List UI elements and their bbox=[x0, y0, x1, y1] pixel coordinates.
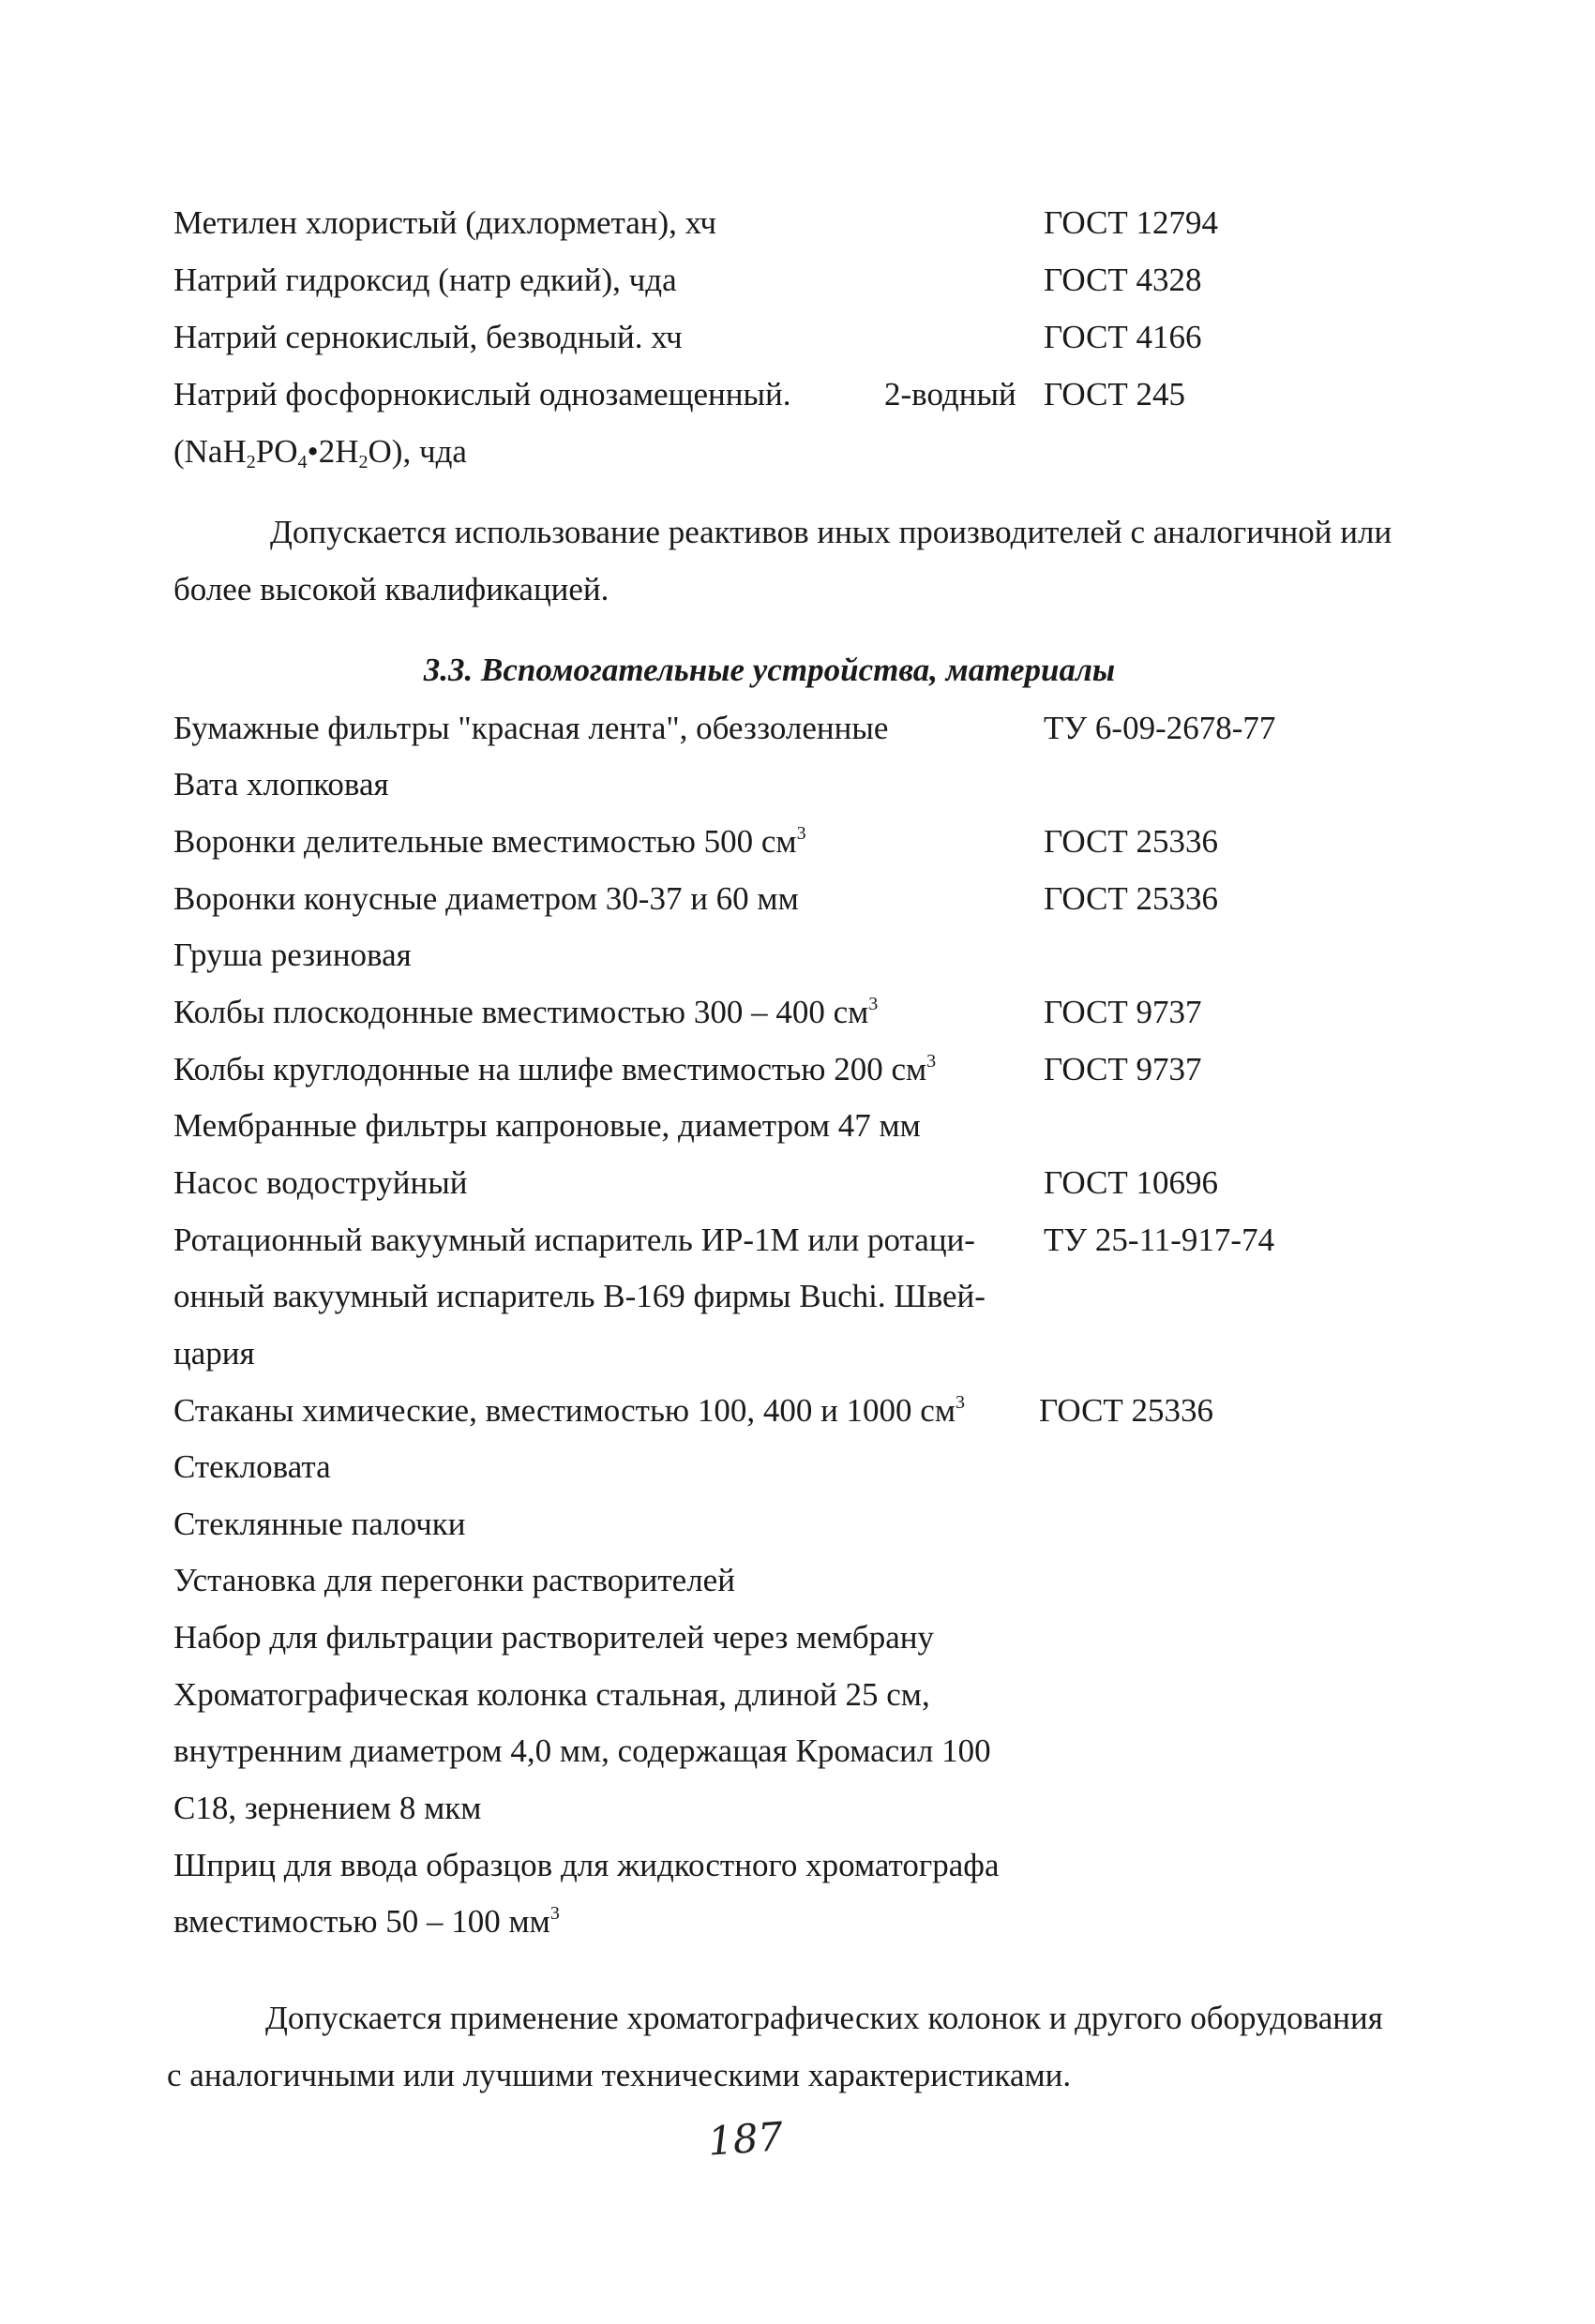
material-name: Вата хлопковая bbox=[173, 766, 389, 802]
syringe-line: Шприц для ввода образцов для жидкостного хроматографа bbox=[173, 1847, 1000, 1883]
reagent-standard: ГОСТ 245 bbox=[1044, 376, 1186, 412]
material-name: Воронки конусные диаметром 30-37 и 60 мм bbox=[173, 880, 799, 917]
reagent-formula: $(NaH_2PO_4•2H_2O)$, чда bbox=[173, 433, 467, 472]
material-standard: ГОСТ 9737 bbox=[1044, 994, 1202, 1030]
evaporator-line: онный вакуумный испаритель В-169 фирмы Buchi. Швей- bbox=[173, 1278, 986, 1314]
material-standard: ГОСТ 25336 bbox=[1044, 880, 1219, 917]
reagent-name: Натрий сернокислый, безводный. хч bbox=[173, 319, 683, 355]
note-paragraph-line: с аналогичными или лучшими техническими характеристиками. bbox=[167, 2057, 1072, 2093]
note-paragraph-line: более высокой квалификацией. bbox=[173, 571, 609, 607]
evaporator-line: Ротационный вакуумный испаритель ИР-1М или ротаци- bbox=[173, 1222, 975, 1258]
material-name: Стаканы химические, вместимостью 100, 400 и 1000 $см^3$ bbox=[173, 1392, 965, 1429]
material-name: Бумажные фильтры "красная лента", обеззоленные bbox=[173, 710, 889, 746]
reagent-standard: ГОСТ 4166 bbox=[1044, 319, 1202, 355]
material-name: Колбы плоскодонные вместимостью 300 – 400 $см^3$ bbox=[173, 994, 879, 1030]
reagent-standard: ГОСТ 4328 bbox=[1044, 262, 1202, 298]
column-line: С18, зернением 8 мкм bbox=[173, 1790, 482, 1826]
note-paragraph-line: Допускается применение хроматографических колонок и другого оборудования bbox=[265, 2000, 1383, 2036]
section-title: 3.3. Вспомогательные устройства, материалы bbox=[423, 652, 1116, 688]
material-standard: ТУ 6-09-2678-77 bbox=[1044, 710, 1276, 746]
column-line: внутренним диаметром 4,0 мм, содержащая Кромасил 100 bbox=[173, 1732, 991, 1769]
material-name: Стекловата bbox=[173, 1448, 331, 1485]
reagent-name: Натрий гидроксид (натр едкий), чда bbox=[173, 262, 677, 298]
material-name: Набор для фильтрации растворителей через мембрану bbox=[173, 1619, 934, 1656]
reagent-standard: ГОСТ 12794 bbox=[1044, 204, 1219, 241]
material-standard: ГОСТ 10696 bbox=[1044, 1164, 1219, 1201]
material-name: Установка для перегонки растворителей bbox=[173, 1562, 735, 1598]
material-name: Мембранные фильтры капроновые, диаметром 47 мм bbox=[173, 1107, 921, 1144]
material-name: Насос водоструйный bbox=[173, 1164, 468, 1201]
syringe-line: вместимостью 50 – 100 $мм^3$ bbox=[173, 1903, 560, 1940]
note-paragraph-line: Допускается использование реактивов иных производителей с аналогичной или bbox=[270, 514, 1392, 550]
material-standard: ГОСТ 25336 bbox=[1044, 823, 1219, 860]
reagent-name-extra: 2-водный bbox=[884, 376, 1016, 412]
evaporator-line: цария bbox=[173, 1335, 255, 1372]
column-line: Хроматографическая колонка стальная, длиной 25 см, bbox=[173, 1676, 930, 1713]
material-standard: ГОСТ 9737 bbox=[1044, 1051, 1202, 1087]
material-standard: ГОСТ 25336 bbox=[1039, 1392, 1214, 1429]
material-name: Колбы круглодонные на шлифе вместимостью 200 $см^3$ bbox=[173, 1051, 937, 1087]
material-name: Воронки делительные вместимостью 500 $см^3$ bbox=[173, 823, 806, 860]
reagent-name: Метилен хлористый (дихлорметан), хч bbox=[173, 204, 717, 241]
material-name: Груша резиновая bbox=[173, 937, 412, 973]
reagent-name: Натрий фосфорнокислый однозамещенный. bbox=[173, 376, 791, 412]
material-name: Стеклянные палочки bbox=[173, 1506, 466, 1542]
page-number: 187 bbox=[706, 2113, 785, 2165]
evaporator-standard: ТУ 25-11-917-74 bbox=[1044, 1222, 1275, 1258]
